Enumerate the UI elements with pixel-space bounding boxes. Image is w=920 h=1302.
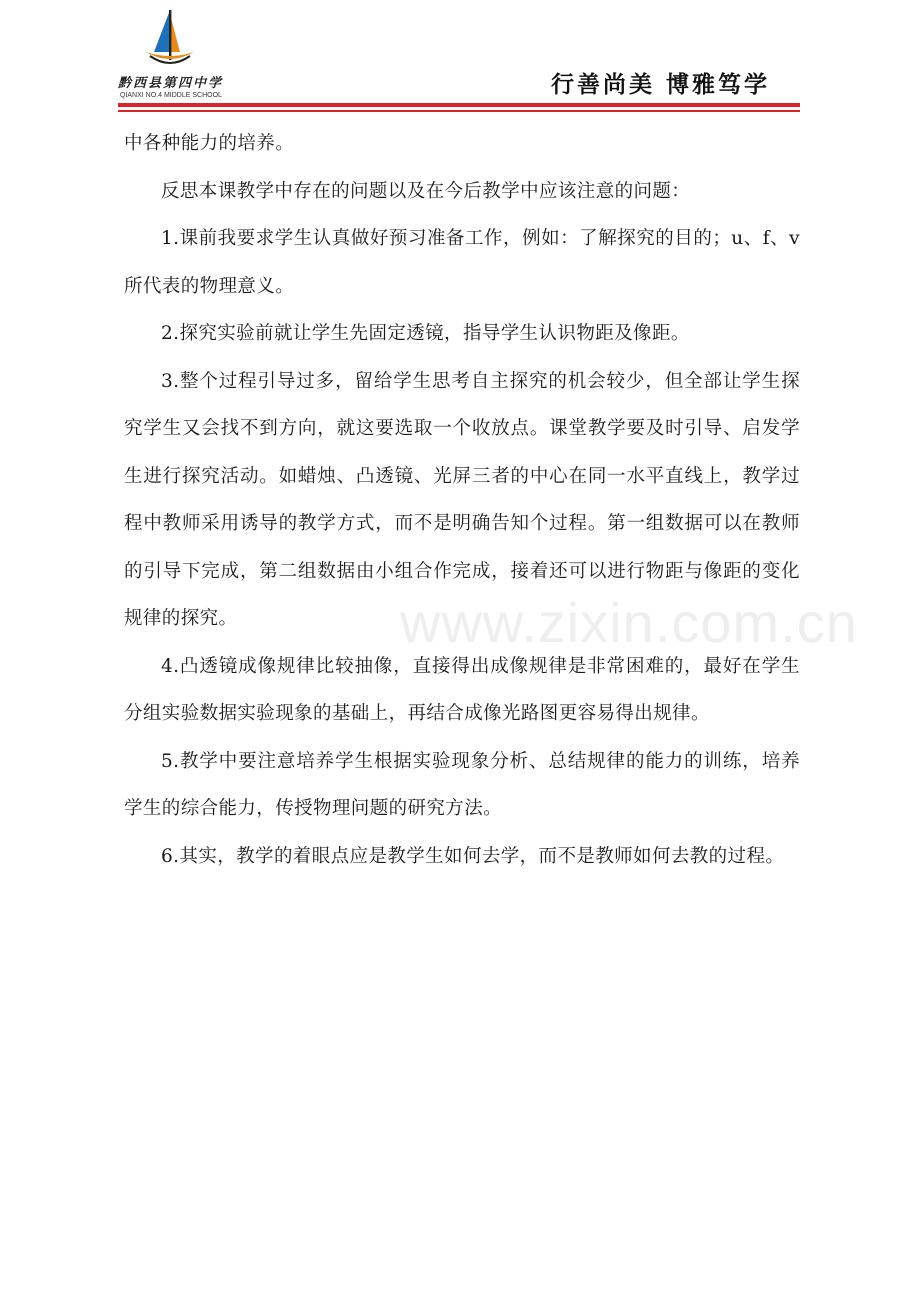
paragraph-continuation: 中各种能力的培养。 xyxy=(124,133,295,154)
paragraph-item-1: 1.课前我要求学生认真做好预习准备工作，例如：了解探究的目的；u、f、v 所代表的物理意义。 xyxy=(124,228,800,297)
school-name-cn: 黔西县第四中学 xyxy=(118,76,224,91)
page-header xyxy=(0,0,920,118)
site-watermark: www.zixin.com.cn xyxy=(400,591,858,654)
sailboat-logo-icon xyxy=(140,8,200,72)
document-body xyxy=(124,120,800,880)
header-rule-thick xyxy=(118,103,800,107)
paragraph-item-2: 2.探究实验前就让学生先固定透镜，指导学生认识物距及像距。 xyxy=(161,323,690,344)
paragraph-item-5: 5.教学中要注意培养学生根据实验现象分析、总结规律的能力的训练，培养学生的综合能力，传授物理问题的研究方法。 xyxy=(124,750,800,819)
school-logo xyxy=(118,8,228,104)
paragraph-item-4: 4.凸透镜成像规律比较抽像，直接得出成像规律是非常困难的，最好在学生分组实验数据实验现象的基础上，再结合成像光路图更容易得出规律。 xyxy=(124,655,800,724)
school-motto: 行善尚美 博雅笃学 xyxy=(550,71,770,98)
school-name-en: QIANXI NO.4 MIDDLE SCHOOL xyxy=(120,92,222,99)
paragraph-item-6: 6.其实，教学的着眼点应是教学生如何去学，而不是教师如何去教的过程。 xyxy=(161,845,785,867)
header-rule-thin xyxy=(118,110,800,112)
paragraph-item-3: 3.整个过程引导过多，留给学生思考自主探究的机会较少，但全部让学生探究学生又会找不到方向，就这要选取一个收放点。课堂教学要及时引导、启发学生进行探究活动。如蜡烛、凸透镜、光屏三者的中心在同一水平直线上，教学过程中教师采用诱导的教学方式，而不是明确告知个过程。第一组数据可以在教师的引导下完成，第二组数据由小组合作完成，接着还可以进行物距与像距的变化规律的探究。 xyxy=(124,370,800,629)
paragraph-intro: 反思本课教学中存在的问题以及在今后教学中应该注意的问题： xyxy=(161,180,691,202)
